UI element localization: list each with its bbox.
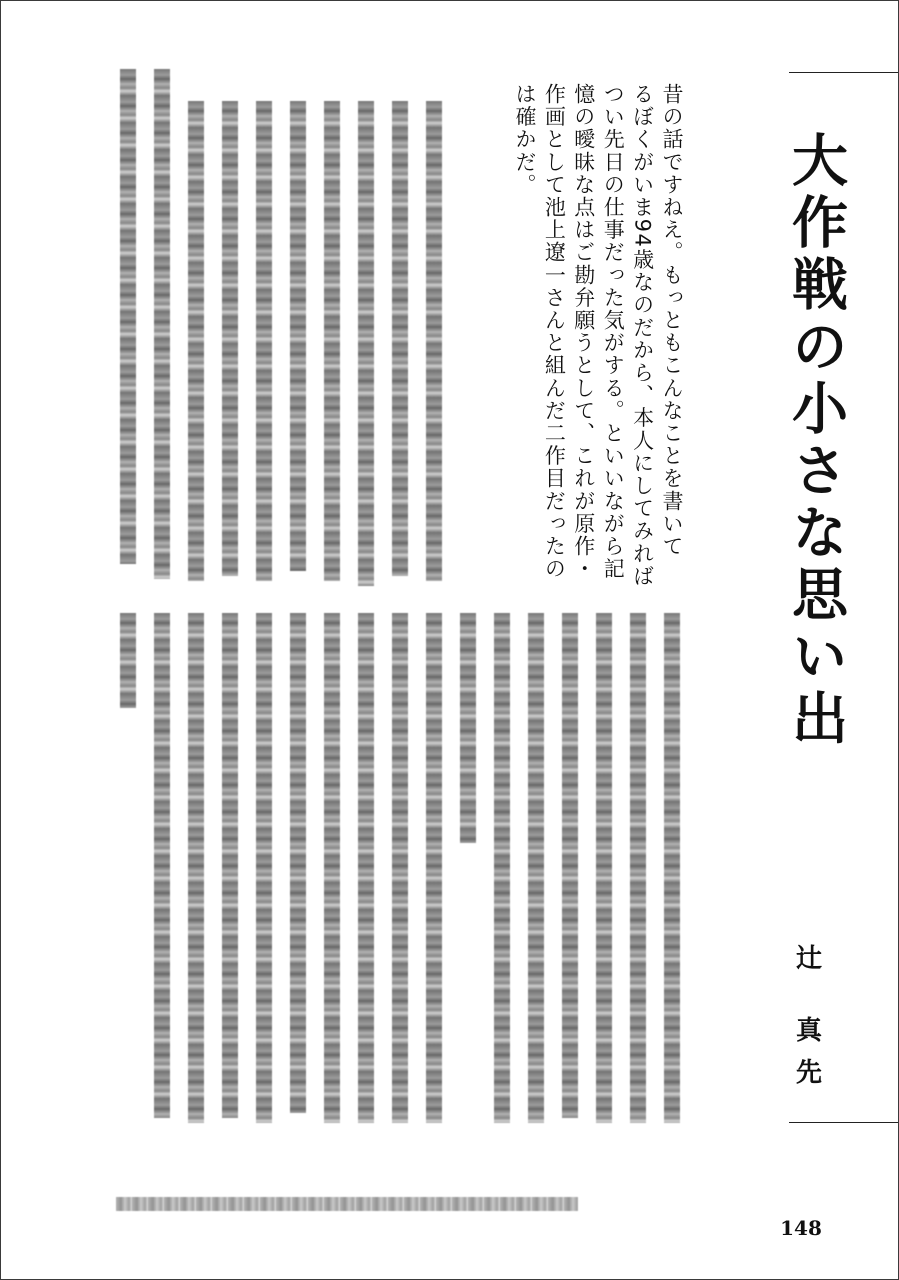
pixelated-text-column xyxy=(154,69,170,579)
body-line: 作画として池上遼一さんと組んだ二作目だったの xyxy=(542,83,567,581)
pixelated-text-column xyxy=(188,613,204,1123)
pixelated-text-column xyxy=(324,101,340,581)
article-title: 大作戦の小さな思い出 xyxy=(783,131,849,751)
author-name-char: 辻 xyxy=(795,944,822,974)
pixelated-text-column xyxy=(426,101,442,581)
pixelated-text-column xyxy=(494,613,510,1123)
pixelated-text-column xyxy=(358,613,374,1123)
pixelated-text-column xyxy=(256,101,272,581)
pixelated-text-column xyxy=(222,101,238,576)
body-line: 昔の話ですねえ。もっともこんなことを書いて xyxy=(660,83,684,558)
pixelated-text-column xyxy=(324,613,340,1123)
pixelated-text-column xyxy=(290,101,306,571)
body-line: 憶の曖昧な点はご勘弁願うとして、これが原作・ xyxy=(571,83,596,581)
author-name-char: 先 xyxy=(795,1058,822,1088)
pixelated-text-column xyxy=(154,613,170,1118)
pixelated-text-column xyxy=(358,101,374,586)
body-line: つい先日の仕事だった気がする。といいながら記 xyxy=(601,83,626,581)
pixelated-text-column xyxy=(562,613,578,1118)
pixelated-text-column xyxy=(256,613,272,1123)
pixelated-text-column xyxy=(664,613,680,1123)
pixelated-text-column xyxy=(120,69,136,564)
body-line: るぼくがいま94歳なのだから、本人にしてみれば xyxy=(630,83,655,588)
pixelated-text-column xyxy=(392,613,408,1123)
page-number: 148 xyxy=(780,1216,822,1240)
pixelated-text-column xyxy=(188,101,204,581)
pixelated-footer-note xyxy=(116,1197,578,1211)
body-line: は確かだ。 xyxy=(512,83,537,196)
pixelated-text-column xyxy=(596,613,612,1123)
pixelated-text-column xyxy=(392,101,408,576)
pixelated-text-column xyxy=(460,613,476,843)
header-rule-top xyxy=(789,72,898,73)
author-name-char: 真 xyxy=(795,1016,822,1046)
pixelated-text-column xyxy=(290,613,306,1113)
pixelated-text-column xyxy=(426,613,442,1123)
pixelated-text-column xyxy=(528,613,544,1123)
pixelated-text-column xyxy=(120,613,136,708)
header-rule-bottom xyxy=(789,1122,898,1123)
pixelated-text-column xyxy=(630,613,646,1123)
pixelated-text-column xyxy=(222,613,238,1118)
article-body-text xyxy=(446,83,686,588)
